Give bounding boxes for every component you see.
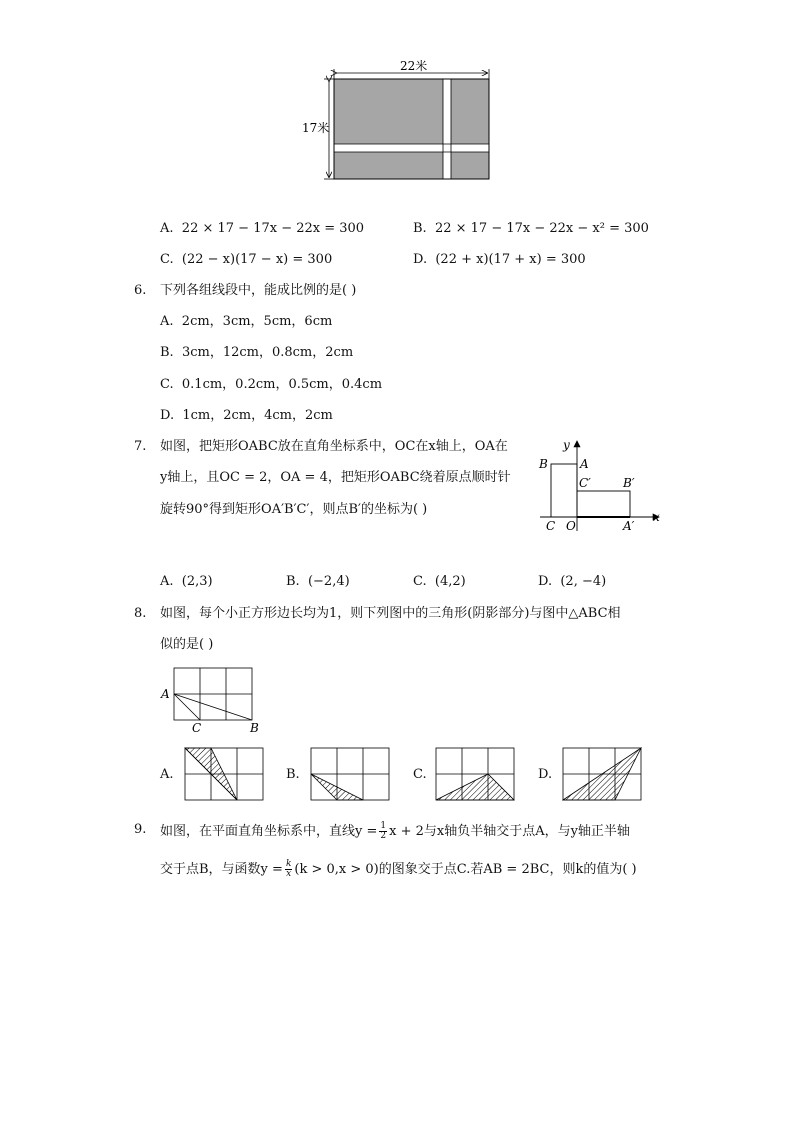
question-number: 9.	[134, 822, 147, 837]
option-letter: A.	[160, 314, 174, 329]
q7-coordinate-figure	[535, 435, 665, 535]
option-letter: C.	[160, 377, 174, 392]
fraction-denominator: 2	[380, 831, 387, 841]
q5-option-c	[160, 252, 332, 268]
option-letter: B.	[413, 221, 427, 236]
label-A: A	[161, 687, 170, 701]
option-letter: D.	[538, 574, 553, 589]
width-label: 22米	[400, 59, 428, 73]
q5-option-b	[413, 221, 649, 237]
q8-option-c-letter: C.	[413, 767, 427, 782]
q8-option-c-figure	[435, 747, 517, 803]
option-letter: D.	[160, 408, 175, 423]
option-letter: B.	[286, 574, 300, 589]
fraction-numerator: k	[285, 859, 292, 869]
option-text: 2cm，3cm，5cm，6cm	[181, 314, 333, 329]
option-text: (4,2)	[434, 574, 466, 589]
option-text: 22 × 17 − 17x − 22x − x² = 300	[434, 221, 649, 236]
question-number: 8.	[134, 606, 147, 621]
fraction	[285, 860, 292, 879]
text-segment: 如图，在平面直角坐标系中，直线y =	[160, 823, 378, 839]
option-text: (−2,4)	[307, 574, 350, 589]
option-letter: C.	[160, 252, 174, 267]
q7-option-c	[413, 574, 466, 590]
option-text: (22 + x)(17 + x) = 300	[435, 252, 586, 267]
option-text: (2,3)	[181, 574, 213, 589]
q8-option-b-letter: B.	[286, 767, 300, 782]
option-text: (22 − x)(17 − x) = 300	[181, 252, 333, 267]
label-y: y	[563, 438, 570, 452]
q8-option-d-figure	[562, 747, 644, 803]
label-C: C	[546, 519, 556, 533]
label-O: O	[566, 519, 576, 533]
option-text: 1cm，2cm，4cm，2cm	[182, 408, 333, 423]
label-B: B	[250, 721, 259, 735]
fraction-denominator: x	[286, 869, 292, 879]
q8-option-d-letter: D.	[538, 767, 553, 782]
question-number: 6.	[134, 283, 147, 298]
fraction-numerator: 1	[380, 821, 387, 831]
q6-option-c	[160, 377, 382, 393]
label-x: x	[653, 510, 660, 524]
text-segment: x + 2与x轴负半轴交于点A，与y轴正半轴	[389, 823, 630, 839]
q8-abc-grid-figure	[158, 664, 268, 736]
q8-option-a-letter: A.	[160, 767, 174, 782]
q7-option-d	[538, 574, 606, 590]
label-B-prime: B′	[623, 476, 635, 490]
option-text: (2, −4)	[560, 574, 607, 589]
option-letter: D.	[413, 252, 428, 267]
option-letter: A.	[160, 221, 174, 236]
option-letter: A.	[160, 574, 174, 589]
fraction	[379, 822, 387, 841]
question-line-2: 似的是( )	[160, 637, 214, 652]
q8-option-a-figure	[184, 747, 266, 803]
option-text: 0.1cm，0.2cm，0.5cm，0.4cm	[181, 377, 383, 392]
question-stem: 下列各组线段中，能成比例的是( )	[160, 283, 357, 298]
q6-option-b	[160, 345, 353, 361]
question-line-2: y轴上，且OC = 2，OA = 4，把矩形OABC绕着原点顺时针	[160, 470, 511, 485]
text-segment: (k > 0,x > 0)的图象交于点C.若AB = 2BC，则k的值为( )	[294, 861, 637, 877]
label-C-prime: C′	[579, 476, 591, 490]
label-A: A	[580, 457, 589, 471]
height-label: 17米	[302, 121, 330, 135]
text-segment: 交于点B，与函数y =	[160, 861, 283, 877]
q8-option-b-figure	[310, 747, 392, 803]
option-letter: B.	[160, 345, 174, 360]
label-A-prime: A′	[623, 519, 635, 533]
option-letter: C.	[413, 574, 427, 589]
option-text: 3cm，12cm，0.8cm，2cm	[181, 345, 354, 360]
label-B: B	[539, 457, 548, 471]
question-line-1: 如图，把矩形OABC放在直角坐标系中，OC在x轴上，OA在	[160, 439, 508, 454]
q7-option-b	[286, 574, 350, 590]
q6-option-a	[160, 314, 332, 330]
q5-option-a	[160, 221, 364, 237]
question-line-1	[160, 822, 630, 841]
question-line-2	[160, 860, 637, 879]
question-line-3: 旋转90°得到矩形OA′B′C′，则点B′的坐标为( )	[160, 502, 428, 517]
question-line-1: 如图，每个小正方形边长均为1，则下列图中的三角形(阴影部分)与图中△ABC相	[160, 606, 621, 621]
q6-option-d	[160, 408, 333, 424]
label-C: C	[192, 721, 202, 735]
q5-option-d	[413, 252, 586, 268]
option-text: 22 × 17 − 17x − 22x = 300	[181, 221, 365, 236]
q5-garden-figure	[300, 55, 500, 190]
question-number: 7.	[134, 439, 147, 454]
q7-option-a	[160, 574, 213, 590]
